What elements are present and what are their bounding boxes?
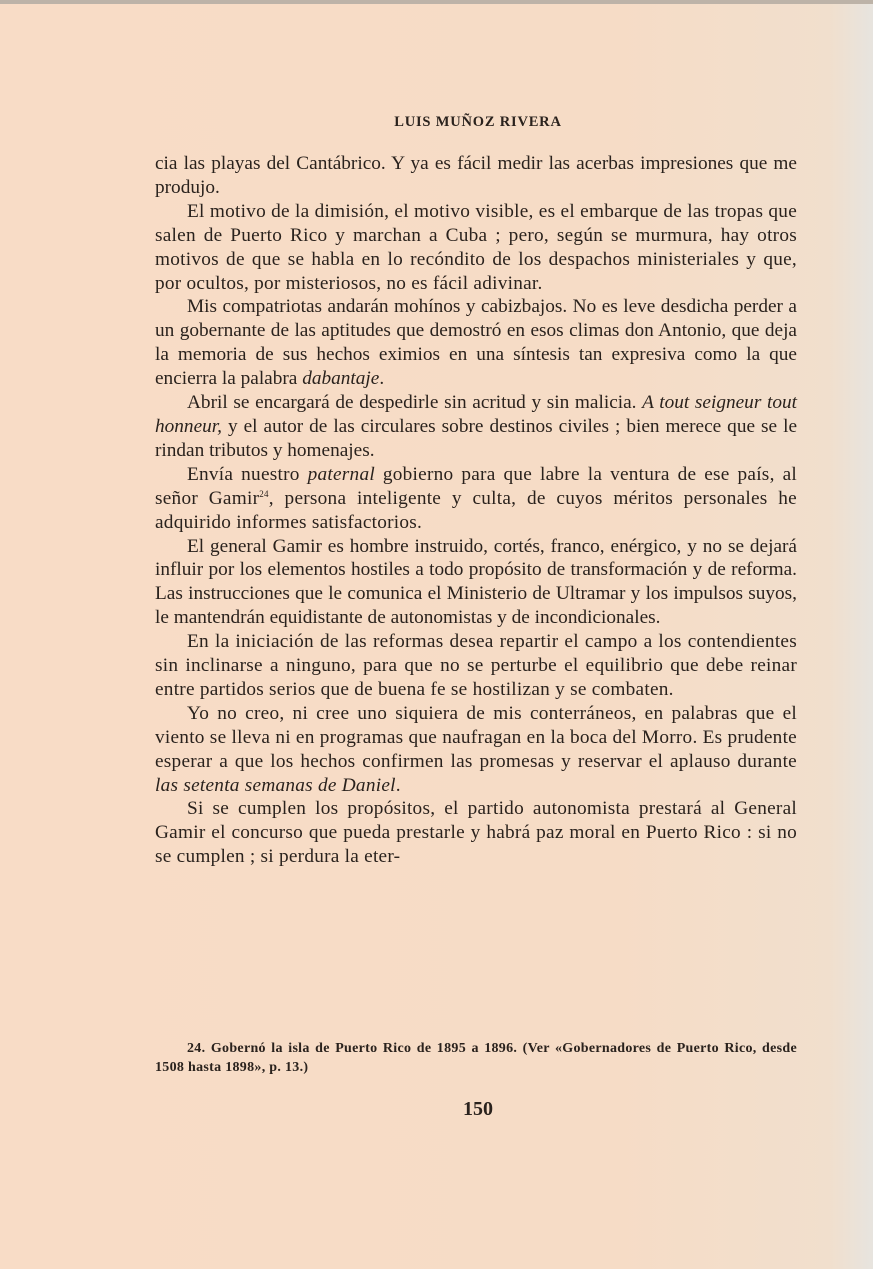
paragraph-2: El motivo de la dimisión, el motivo visible, es el embarque de las tropas que salen de Puerto Rico y marchan a Cuba ; pero, según se murmura, hay otros motivos de que se habla en lo recóndito de los despachos ministeriales y que, por ocultos, por misteriosos, no es fácil adivinar. [155,200,797,294]
page-number: 150 [463,1098,493,1120]
paragraph-7: En la iniciación de las reformas desea repartir el campo a los contendientes sin inclinarse a ninguno, para que no se perturbe el equilibrio que debe reinar entre partidos serios que de buena fe se hostilizan y se combaten. [155,631,797,700]
paragraph-4-end: y el autor de las circulares sobre destinos civiles ; bien merece que se le rindan tributos y homenajes. [155,415,797,461]
paragraph-8-text: Yo no creo, ni cree uno siquiera de mis conterráneos, en palabras que el viento se lleva ni en programas que naufragan en la boca del Morro. Es prudente esperar a que los hechos confirmen las promesas y reservar el aplauso durante [155,702,797,772]
paragraph-5-end: , persona inteligente y culta, de cuyos méritos personales he adquirido informes satisfactorios. [155,487,797,533]
running-header: LUIS MUÑOZ RIVERA [394,114,562,130]
paragraph-4-text: Abril se encargará de despedirle sin acritud y sin malicia. [187,392,643,414]
paragraph-8-end: . [395,774,401,796]
paragraph-5-italic: paternal [307,463,375,485]
paragraph-5-middle: gobierno para que labre la ventura de ese país, al señor Gamir [155,463,797,509]
paragraph-5 [155,463,797,535]
paragraph-8 [155,702,797,798]
footnote-reference: 24 [259,488,269,499]
paragraph-4-italic: A tout seigneur tout honneur, [155,392,797,437]
paragraph-6: El general Gamir es hombre instruido, cortés, franco, enérgico, y no se dejará influir por los elementos hostiles a todo propósito de transformación y de reforma. Las instrucciones que le comunica el Ministerio de Ultramar y los impulsos suyos, le mantendrán equidistante de autonomistas y de incondicionales. [155,535,797,629]
paragraph-4 [155,391,797,463]
paragraph-3-italic: dabantaje [302,368,380,390]
paragraph-8-italic: las setenta semanas de Daniel [155,774,396,796]
footnote: 24. Gobernó la isla de Puerto Rico de 1895 a 1896. (Ver «Gobernadores de Puerto Rico, desde 1508 hasta 1898», p. 13.) [155,1041,797,1075]
page-top-edge [0,0,873,4]
paragraph-9: Si se cumplen los propósitos, el partido autonomista prestará al General Gamir el concurso que pueda prestarle y habrá paz moral en Puerto Rico : si no se cumplen ; si perdura la eter- [155,798,797,868]
body-text [155,152,797,869]
paragraph-3 [155,295,797,391]
paragraph-3-end: . [379,368,385,390]
paragraph-1: cia las playas del Cantábrico. Y ya es fácil medir las acerbas impresiones que me produjo. [155,153,797,198]
paragraph-3-text: Mis compatriotas andarán mohínos y cabizbajos. No es leve desdicha perder a un gobernante de las aptitudes que demostró en esos climas don Antonio, que deja la memoria de sus hechos eximios en una síntesis tan expresiva como la que encierra la palabra [155,296,797,390]
paragraph-5-text: Envía nuestro [187,463,308,485]
